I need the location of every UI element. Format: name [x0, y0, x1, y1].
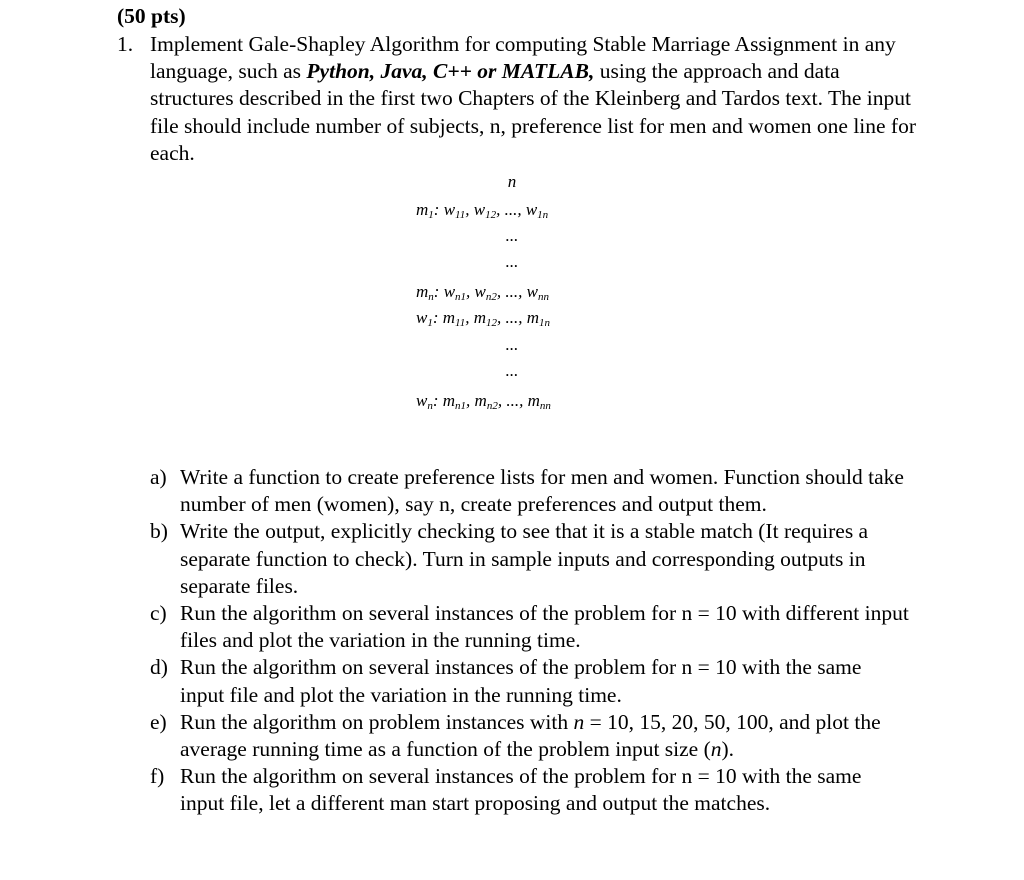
separator: ,	[465, 308, 474, 327]
symbol: $w_n$	[416, 391, 433, 412]
separator: ,	[497, 308, 506, 327]
ellipsis: ...,	[505, 308, 527, 327]
part-f	[150, 763, 910, 817]
part-e	[150, 709, 910, 763]
separator: ,	[497, 391, 507, 410]
subscript: 11	[455, 209, 466, 221]
symbol: $m_{nn}$	[527, 391, 551, 412]
part-d	[150, 654, 910, 708]
part-text	[180, 709, 910, 763]
subscript: n1	[455, 291, 467, 303]
part-label: c)	[150, 601, 167, 626]
part-text: Run the algorithm on several instances of the problem for n = 10 with the same input file, let a different man start proposing and output the matches.	[180, 764, 862, 816]
format-dots: ...	[505, 226, 519, 245]
format-n: n	[507, 172, 517, 191]
format-line-mn	[416, 282, 549, 302]
subscript: 1	[428, 209, 434, 221]
symbol: $w_{nn}$	[526, 282, 549, 303]
format-line-wn	[416, 391, 551, 411]
part-label: f)	[150, 764, 165, 789]
subscript: 12	[486, 317, 498, 329]
question-text	[150, 31, 917, 167]
separator: :	[433, 200, 444, 219]
symbol: $m_n$	[416, 282, 434, 303]
part-text: Write the output, explicitly checking to see that it is a stable match (It requires a separate function to check). Turn in sample inputs and corresponding outputs in separate files.	[180, 519, 869, 598]
symbol: $w_{n2}$	[474, 282, 497, 303]
subscript: nn	[539, 400, 551, 412]
part-text-2: = 10, 15, 20, 50, 100, and plot the average running time as a function of the problem input size (	[180, 709, 881, 762]
symbol: $w_{12}$	[473, 200, 497, 221]
part-a	[150, 464, 910, 518]
symbol: $m_{11}$	[442, 308, 466, 329]
format-line-w1	[416, 308, 550, 328]
variable-n: n	[573, 709, 585, 734]
ellipsis: ...,	[506, 391, 528, 410]
part-text: Run the algorithm on several instances of the problem for n = 10 with different input files and plot the variation in the running time.	[180, 601, 909, 653]
subscript: n2	[486, 400, 498, 412]
question-1	[117, 31, 917, 167]
question-text-part-2: using the approach and data structures described in the first two Chapters of the Kleinberg and Tardos text. The input file should include number of subjects, n, preference list for men and women one line for each.	[150, 59, 917, 165]
part-label: d)	[150, 655, 168, 680]
symbol: $w_1$	[416, 308, 433, 329]
subscript: nn	[537, 291, 549, 303]
symbol: $m_{12}$	[473, 308, 498, 329]
format-line-m1	[416, 200, 548, 220]
question-number: 1.	[117, 32, 134, 56]
part-label: e)	[150, 709, 167, 734]
subscript: 1n	[537, 209, 549, 221]
part-b	[150, 518, 910, 600]
format-dots: ...	[505, 252, 519, 271]
separator: :	[433, 282, 444, 301]
separator: :	[432, 308, 443, 327]
part-text: Write a function to create preference lists for men and women. Function should take number of men (women), say n, create preferences and output them.	[180, 465, 904, 517]
part-text-3: ).	[721, 737, 735, 762]
subscript: 1n	[539, 317, 551, 329]
sub-questions	[150, 464, 910, 818]
symbol: $w_{1n}$	[525, 200, 549, 221]
subscript: 12	[485, 209, 497, 221]
separator: ,	[496, 200, 505, 219]
symbol: $w_{11}$	[443, 200, 466, 221]
separator: ,	[466, 282, 475, 301]
languages-text: Python, Java, C++ or MATLAB,	[306, 59, 595, 84]
part-text: Run the algorithm on several instances of the problem for n = 10 with the same input file and plot the variation in the running time.	[180, 655, 862, 707]
symbol: $m_{n1}$	[442, 391, 467, 412]
subscript: 1	[427, 317, 433, 329]
question-text-part-1: Implement Gale-Shapley Algorithm for computing Stable Marriage Assignment in any language, such as	[150, 32, 896, 84]
subscript: n	[428, 291, 434, 303]
subscript: 11	[455, 317, 466, 329]
format-dots: ...	[505, 361, 519, 380]
separator: :	[432, 391, 443, 410]
ellipsis: ...,	[504, 200, 526, 219]
part-text-1: Run the algorithm on problem instances with	[180, 709, 574, 734]
part-c	[150, 600, 910, 654]
points-heading: (50 pts)	[117, 4, 186, 28]
format-dots: ...	[505, 335, 519, 354]
ellipsis: ...,	[505, 282, 527, 301]
symbol: $m_{1n}$	[526, 308, 551, 329]
part-label: a)	[150, 465, 167, 489]
subscript: n2	[485, 291, 497, 303]
symbol: $m_1$	[416, 200, 434, 221]
subscript: n	[427, 400, 433, 412]
symbol: $m_{n2}$	[474, 391, 498, 412]
symbol: $w_{n1}$	[443, 282, 467, 303]
subscript: n1	[455, 400, 467, 412]
separator: ,	[465, 200, 474, 219]
separator: ,	[466, 391, 475, 410]
part-label: b)	[150, 519, 168, 544]
variable-n: n	[710, 737, 722, 762]
separator: ,	[496, 282, 506, 301]
